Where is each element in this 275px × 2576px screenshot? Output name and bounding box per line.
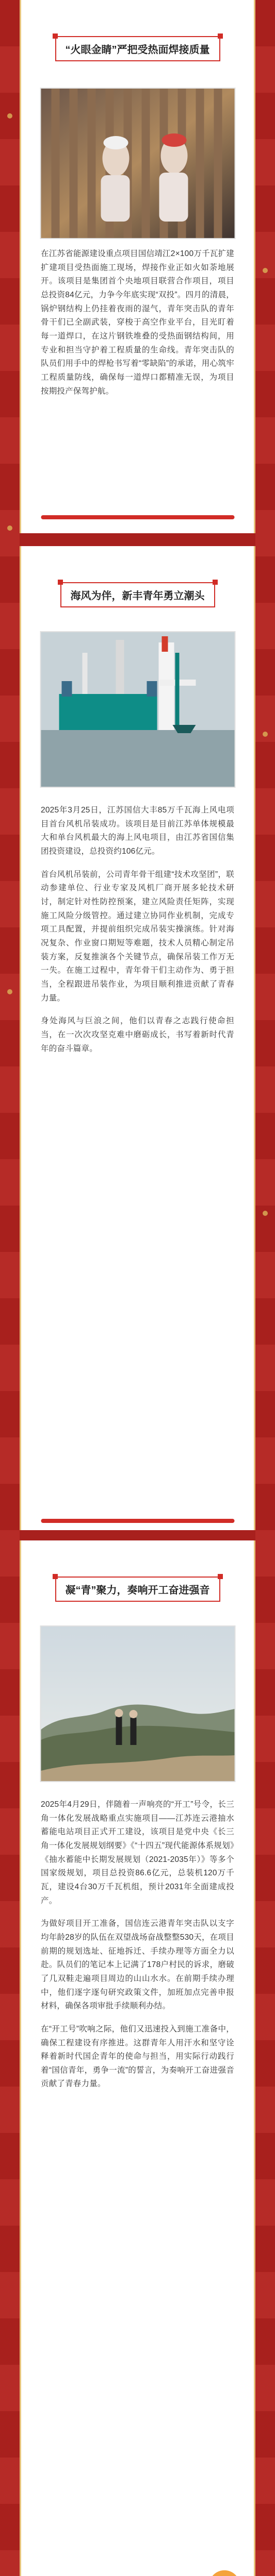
section-2-panel [20, 546, 255, 1530]
decorative-dot-icon [7, 526, 12, 531]
section-1-panel [20, 0, 255, 533]
section-2-photo [40, 631, 235, 788]
decorative-dot-icon [7, 989, 12, 994]
decorative-dot-icon [263, 1211, 268, 1216]
section-1-paragraph: 在江苏省能源建设重点项目国信靖江2×100万千瓦扩建扩建项目受热面施工现场，焊接作业正如火如荼地展开。该项目是集团首个央地项目联营合作项目，项目总投资84亿元，力争今年底实现“双投”。四月的清晨，锅炉钢结构上仍挂着夜雨的湿气，青年突击队的青年骨干们已全副武装，穿梭于高空作业平台，目光盯着每一道焊口，在这片钢铁堆叠的受热面钢结构间，用专业和担当守护着工程质量的生命线。青年突击队的队员们用手中的焊枪书写着“零缺陷”的承诺，用心筑牢工程质量防线，确保每一道焊口都精准无误，为项目按期投产保驾护航。 [41, 249, 234, 396]
decorative-dot-icon [263, 732, 268, 737]
decorative-dot-icon [7, 113, 12, 118]
section-2-paragraph-2: 首台风机吊装前，公司青年骨干组建“技术攻坚团”，联动参建单位、行业专家及风机厂商开展多轮技术研讨，制定针对性防控预案，建立风险责任矩阵，实现施工风险分级管控。通过建立协同作业机制，完成专项工具配置，并提前组织完成吊装实操演练。针对海况复杂、作业窗口期短等难题，技术人员精心制定吊装方案，反复推演各个关键节点，确保吊装工作万无一失。在施工过程中，青年骨干们主动作为、勇于担当，全程跟进吊装作业，为项目顺利推进贡献了青春力量。 [41, 870, 234, 1003]
section-2-paragraph-1: 2025年3月25日，江苏国信大丰85万千瓦海上风电项目首台风机吊装成功。该项目是目前江苏单体规模最大和单台风机最大的海上风电项目，由江苏省国信集团投资建设，总投资约106亿元。 [41, 806, 234, 856]
section-3-paragraph-3: 在“开工号”吹响之际，他们又迅速投入到施工准备中，确保工程建设有序推进。这群青年人用汗水和坚守诠释着新时代国企青年的使命与担当，用实际行动践行着“国信青年，勇争一流”的誓言，为奏响开工奋进强音贡献了青春力量。 [41, 2024, 234, 2089]
decorative-dot-icon [263, 268, 268, 273]
section-1-divider [41, 515, 234, 519]
section-2-body [41, 804, 234, 1065]
section-3-photo [40, 1625, 235, 1782]
sun-icon [207, 2569, 241, 2576]
section-3-paragraph-2: 为做好项目开工准备，国信连云港青年突击队以支字均年龄28岁的队伍在双望战场奋战整整530天，在项目前期的规划选址、征地拆迁、手续办理等方面全力以赴。队员们的笔记本上记满了178户村民的诉求，磨破了几双鞋走遍项目周边的山山水水。在前期手续办理中，他们逐字逐句研究政策文件，加班加点完善申报材料，确保各项审批手续顺利办结。 [41, 1919, 234, 2011]
section-3-panel [20, 1540, 255, 2576]
section-1-title: “火眼金睛”严把受热面焊接质量 [55, 36, 220, 61]
section-3-paragraph-1: 2025年4月29日，伴随着一声响亮的“开工”号令，长三角一体化发展战略重点实施项目——江苏连云港抽水蓄能电站项目正式开工建设，该项目是党中央《长三角一体化发展规划纲要》《“十四五”现代能源体系规划》《抽水蓄能中长期发展规划（2021-2035年）》等多个国家级规划，项目总投资86.6亿元，总装机120万千瓦，建设4台30万千瓦机组，预计2031年全面建成投产。 [41, 1800, 234, 1905]
section-2-paragraph-3: 身处海风与巨浪之间，他们以青春之志践行使命担当，在一次次攻坚克难中磨砺成长，书写着新时代青年的奋斗篇章。 [41, 1016, 234, 1053]
section-3-title: 凝“青”聚力，奏响开工奋进强音 [55, 1577, 220, 1602]
section-2-divider [41, 1519, 234, 1523]
right-decorative-border [255, 0, 275, 2576]
section-1-body [41, 247, 234, 408]
left-decorative-border [0, 0, 20, 2576]
section-1-photo [40, 88, 235, 239]
section-3-body [41, 1798, 234, 2100]
section-2-title: 海风为伴，新丰青年勇立潮头 [60, 582, 215, 607]
